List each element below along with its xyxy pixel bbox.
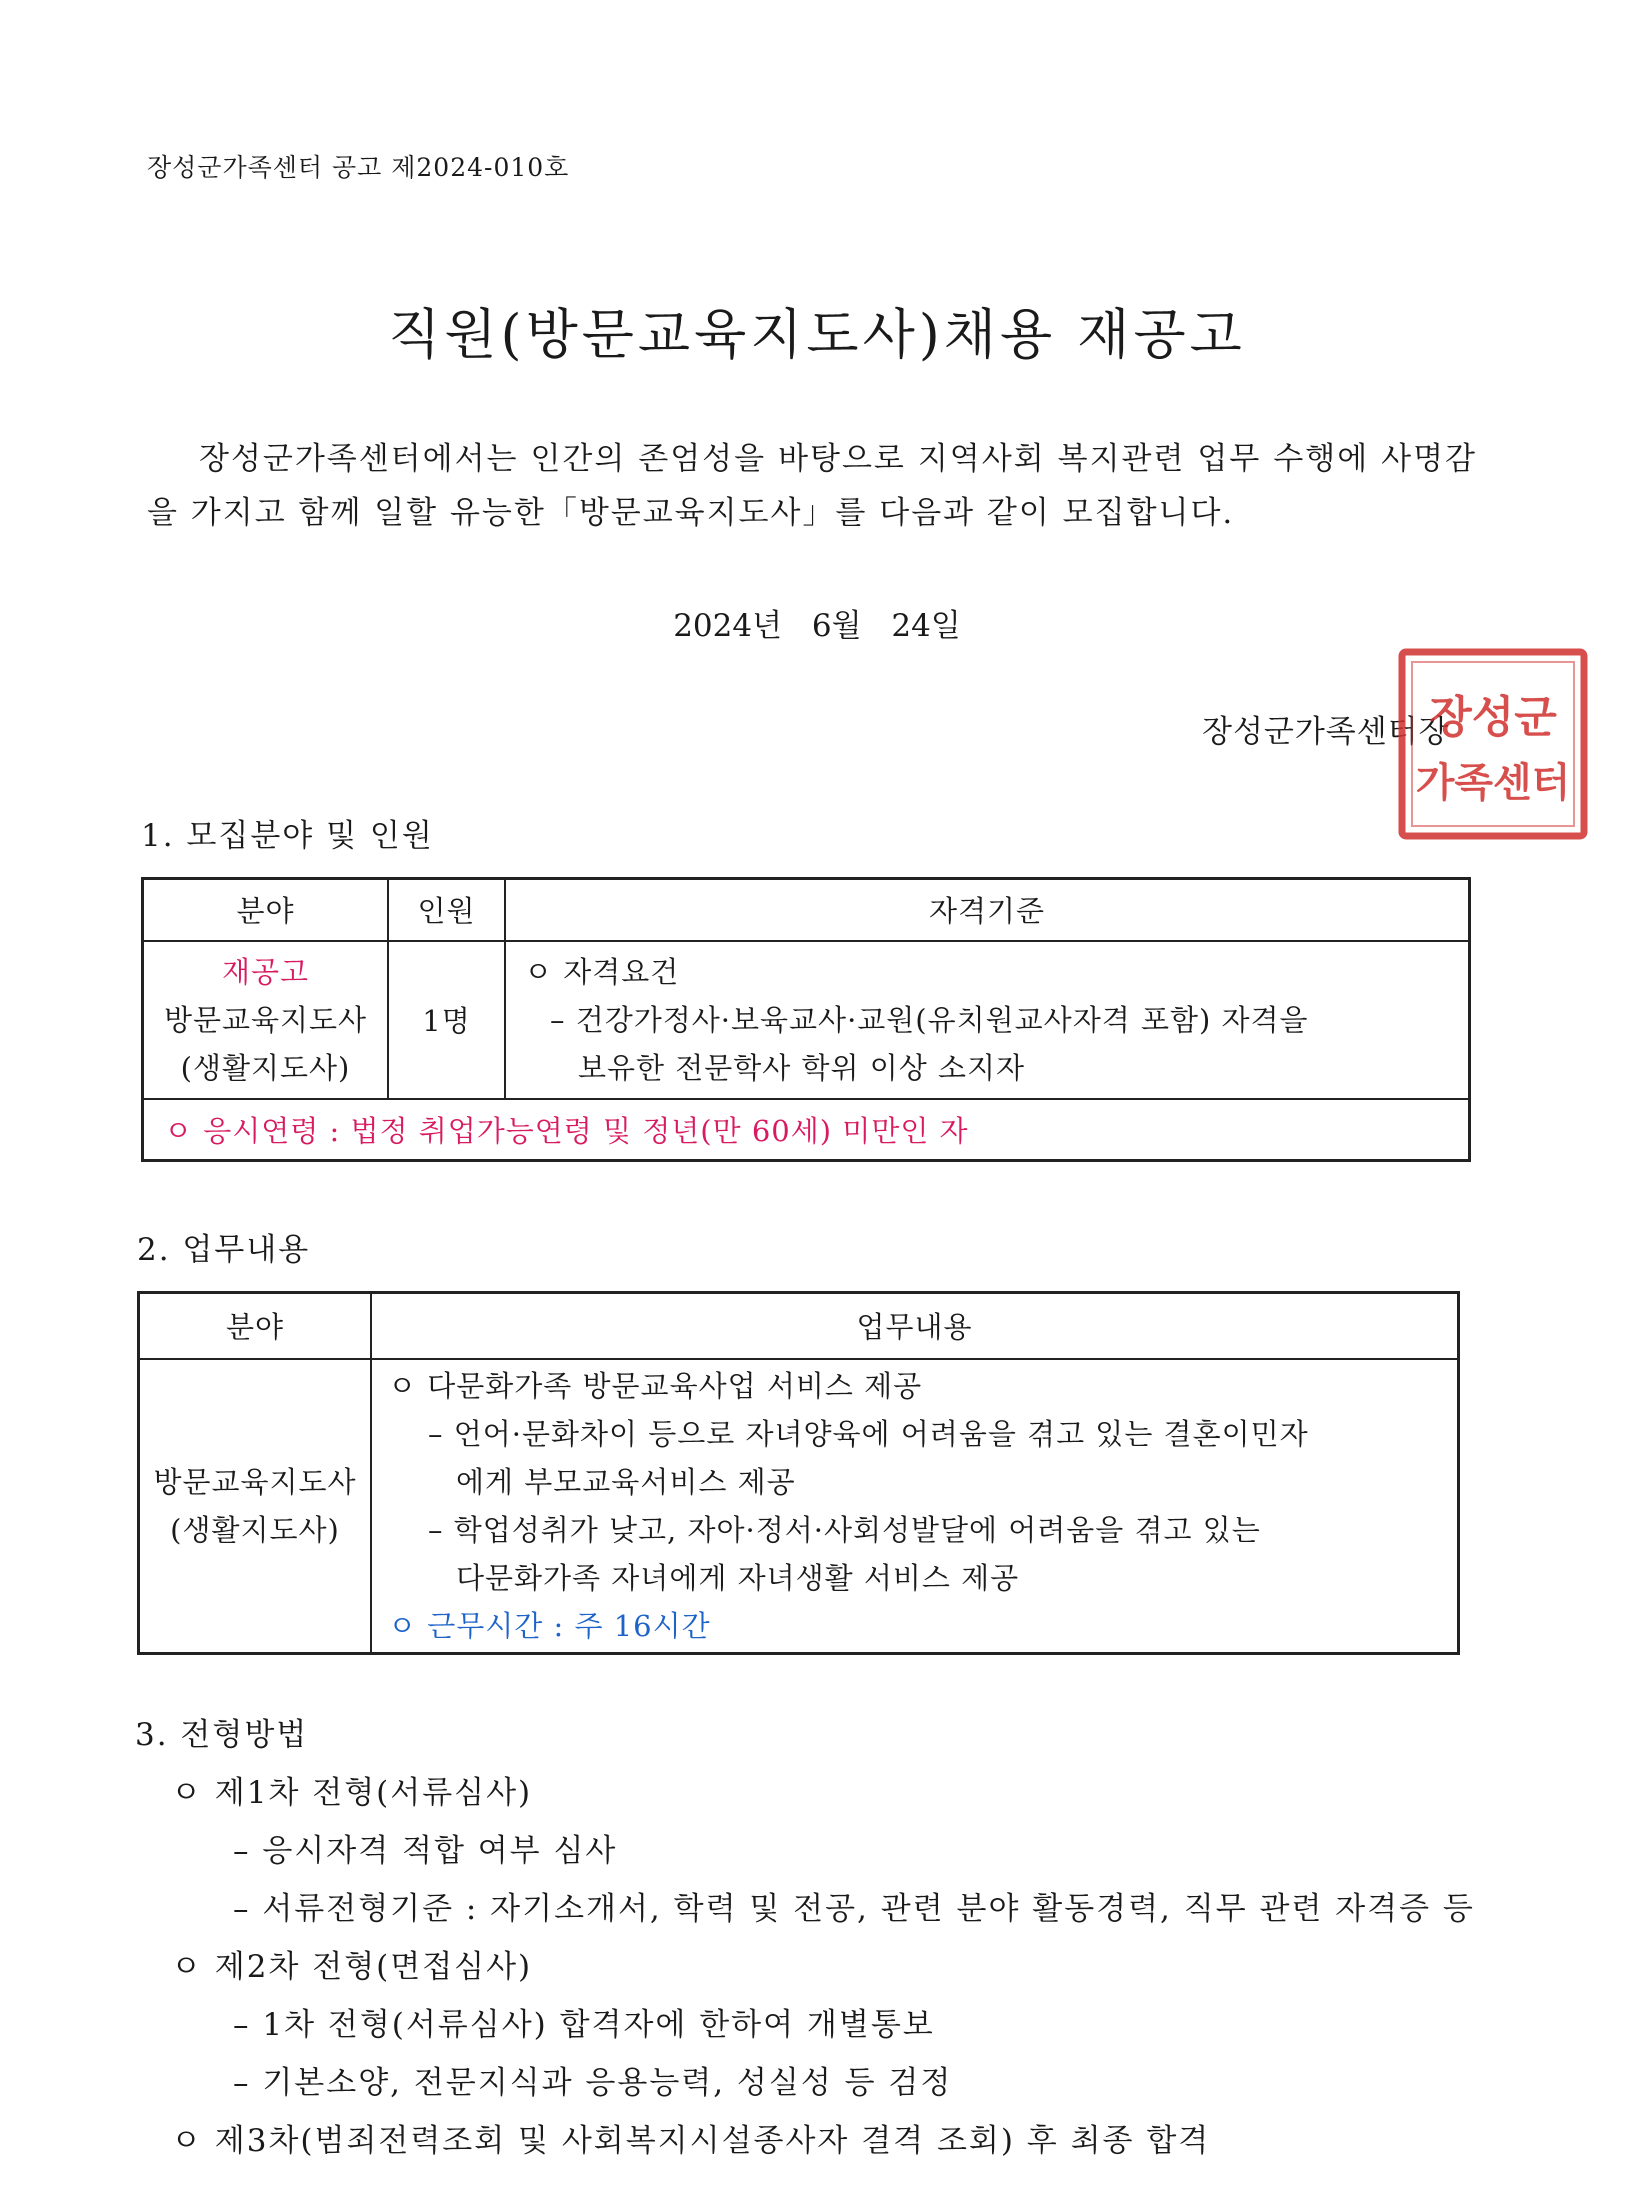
table-header-row xyxy=(139,1293,1459,1359)
header-field: 분야 xyxy=(143,879,389,941)
qual-line: 보유한 전문학사 학위 이상 소지자 xyxy=(578,1050,1026,1085)
header-duties: 업무내용 xyxy=(371,1293,1459,1359)
section1-title: 1. 모집분야 및 인원 xyxy=(141,818,434,854)
stage-3: ㅇ 제3차(범죄전력조회 및 사회복지시설종사자 결격 조회) 후 최종 합격 xyxy=(171,2123,1211,2159)
duties-table xyxy=(137,1291,1460,1655)
duty-line: – 학업성취가 낮고, 자아·정서·사회성발달에 어려움을 겪고 있는 xyxy=(428,1512,1261,1547)
field-name: 방문교육지도사 xyxy=(163,1002,368,1037)
page-title: 직원(방문교육지도사)채용 재공고 xyxy=(388,303,1246,366)
duty-line: 에게 부모교육서비스 제공 xyxy=(456,1464,796,1499)
duty-line: 다문화가족 자녀에게 자녀생활 서비스 제공 xyxy=(456,1560,1020,1595)
section3-title: 3. 전형방법 xyxy=(135,1717,309,1753)
table-row xyxy=(139,1359,1459,1654)
header-count: 인원 xyxy=(388,879,505,941)
field-name: 방문교육지도사 xyxy=(153,1464,357,1499)
svg-text:장성군: 장성군 xyxy=(1429,692,1557,743)
repost-tag: 재공고 xyxy=(221,954,310,989)
intro-text: 장성군가족센터에서는 인간의 존엄성을 바탕으로 지역사회 복지관련 업무 수행에 사명감을 가지고 함께 일할 유능한「방문교육지도사」를 다음과 같이 모집합니다. xyxy=(147,441,1477,531)
field-cell xyxy=(139,1359,372,1654)
qual-line: – 건강가정사·보육교사·교원(유치원교사자격 포함) 자격을 xyxy=(550,1002,1309,1037)
recruitment-table xyxy=(141,877,1471,1162)
svg-text:가족센터: 가족센터 xyxy=(1415,759,1571,806)
stage-item: – 서류전형기준 : 자기소개서, 학력 및 전공, 관련 분야 활동경력, 직무 관련 자격증 등 xyxy=(233,1891,1475,1927)
stage-item: – 1차 전형(서류심사) 합격자에 한하여 개별통보 xyxy=(233,2007,935,2043)
stage-item: – 응시자격 적합 여부 심사 xyxy=(233,1833,618,1869)
stage-item: – 기본소양, 전문지식과 응용능력, 성실성 등 검정 xyxy=(233,2065,953,2101)
table-header-row xyxy=(143,879,1470,941)
notice-date: 2024년 6월 24일 xyxy=(673,608,961,644)
field-sub: (생활지도사) xyxy=(170,1512,340,1547)
notice-number: 장성군가족센터 공고 제2024-010호 xyxy=(147,153,570,182)
qualification-cell xyxy=(505,941,1470,1099)
duty-line: ㅇ 다문화가족 방문교육사업 서비스 제공 xyxy=(388,1368,923,1403)
selection-section xyxy=(135,1706,1515,2170)
duties-cell xyxy=(371,1359,1459,1654)
header-qualification: 자격기준 xyxy=(505,879,1470,941)
field-cell xyxy=(143,941,389,1099)
intro-paragraph xyxy=(147,432,1477,540)
section2-title: 2. 업무내용 xyxy=(137,1232,311,1268)
stage-2: ㅇ 제2차 전형(면접심사) xyxy=(171,1949,533,1985)
organization-name: 장성군가족센터장 xyxy=(1202,714,1450,750)
stage-1: ㅇ 제1차 전형(서류심사) xyxy=(171,1775,533,1811)
table-row xyxy=(143,941,1470,1099)
work-hours: ㅇ 근무시간 : 주 16시간 xyxy=(388,1608,711,1643)
age-row xyxy=(143,1099,1470,1161)
qual-heading: ㅇ 자격요건 xyxy=(524,954,680,989)
header-field: 분야 xyxy=(139,1293,372,1359)
count-cell: 1명 xyxy=(388,941,505,1099)
age-requirement: ㅇ 응시연령 : 법정 취업가능연령 및 정년(만 60세) 미만인 자 xyxy=(143,1099,1470,1161)
official-seal-stamp xyxy=(1396,646,1590,842)
duty-line: – 언어·문화차이 등으로 자녀양육에 어려움을 겪고 있는 결혼이민자 xyxy=(428,1416,1309,1451)
field-sub: (생활지도사) xyxy=(180,1050,351,1085)
